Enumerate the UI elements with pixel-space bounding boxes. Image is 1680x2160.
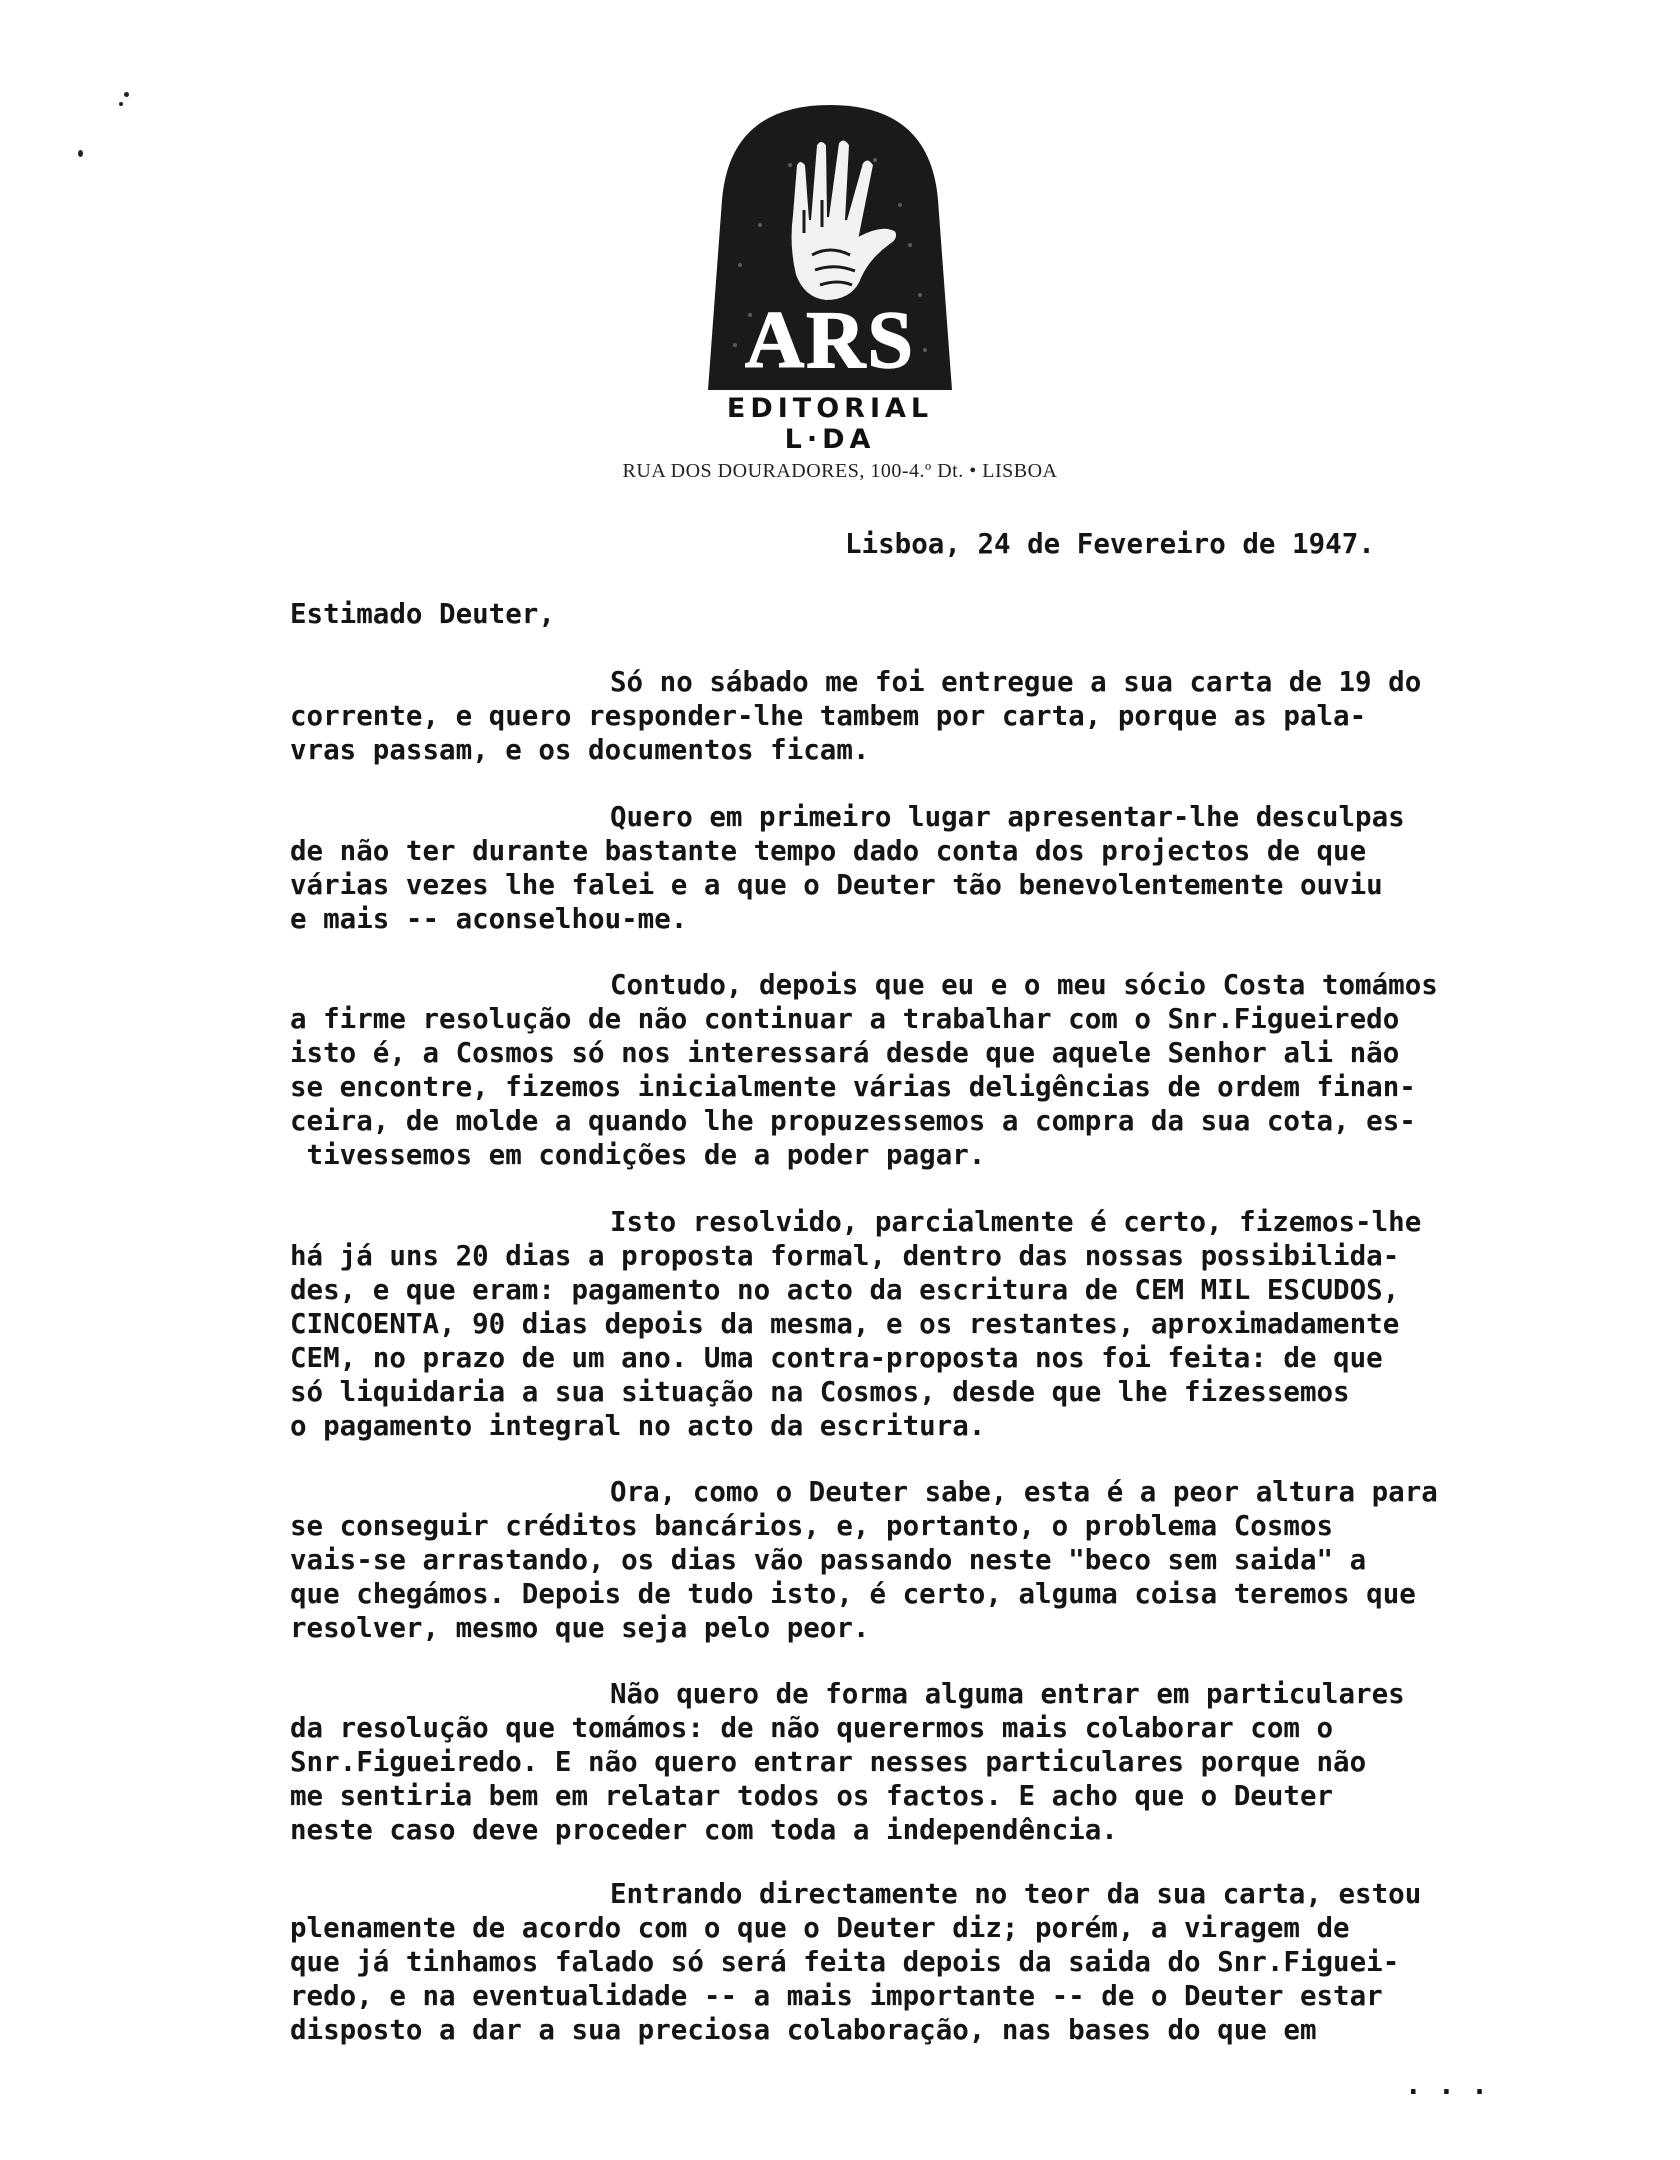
paragraph-6 xyxy=(290,1677,1660,1847)
paragraph-line: ceira, de molde a quando lhe propuzessemos a compra da sua cota, es- xyxy=(290,1105,1416,1137)
paragraph-line: de não ter durante bastante tempo dado conta dos projectos de que xyxy=(290,835,1367,867)
paragraph-3 xyxy=(290,968,1660,1172)
paragraph-line: há já uns 20 dias a proposta formal, dentro das nossas possibilida- xyxy=(290,1240,1400,1272)
paragraph-line: que já tinhamos falado só será feita depois da saida do Snr.Figuei- xyxy=(290,1946,1400,1978)
continuation-marker: . . . xyxy=(1405,2069,1488,2101)
paragraph-line: CEM, no prazo de um ano. Uma contra-proposta nos foi feita: de que xyxy=(290,1342,1383,1374)
logo-subtitle: EDITORIAL L·DA xyxy=(726,393,934,455)
paragraph-line: redo, e na eventualidade -- a mais importante -- de o Deuter estar xyxy=(290,1980,1383,2012)
paragraph-line: se encontre, fizemos inicialmente várias deligências de ordem finan- xyxy=(290,1071,1416,1103)
paragraph-line: corrente, e quero responder-lhe tambem por carta, porque as pala- xyxy=(290,700,1367,732)
paragraph-line: plenamente de acordo com o que o Deuter diz; porém, a viragem de xyxy=(290,1912,1350,1944)
ink-speck xyxy=(124,92,129,97)
paragraph-line: Não quero de forma alguma entrar em particulares xyxy=(610,1678,1405,1710)
paragraph-line: tivessemos em condições de a poder pagar. xyxy=(290,1139,986,1171)
paragraph-line: disposto a dar a sua preciosa colaboração, nas bases do que em xyxy=(290,2014,1317,2046)
paragraph-line: Quero em primeiro lugar apresentar-lhe desculpas xyxy=(610,801,1405,833)
paragraph-line: Ora, como o Deuter sabe, esta é a peor altura para xyxy=(610,1476,1438,1508)
paragraph-5 xyxy=(290,1475,1660,1645)
ink-speck xyxy=(78,150,83,157)
paragraph-line: vais-se arrastando, os dias vão passando neste "beco sem saida" a xyxy=(290,1544,1367,1576)
paragraph-line: des, e que eram: pagamento no acto da escritura de CEM MIL ESCUDOS, xyxy=(290,1274,1400,1306)
paragraph-line: a firme resolução de não continuar a trabalhar com o Snr.Figueiredo xyxy=(290,1003,1400,1035)
letterhead-address: RUA DOS DOURADORES, 100-4.º Dt. • LISBOA xyxy=(622,460,1058,482)
logo-lettering: ARS xyxy=(744,294,916,385)
paragraph-line: se conseguir créditos bancários, e, portanto, o problema Cosmos xyxy=(290,1510,1334,1542)
paragraph-line: só liquidaria a sua situação na Cosmos, desde que lhe fizessemos xyxy=(290,1376,1350,1408)
hand-emblem-icon xyxy=(700,105,960,390)
paragraph-line: resolver, mesmo que seja pelo peor. xyxy=(290,1612,870,1644)
paragraph-line: Entrando directamente no teor da sua carta, estou xyxy=(610,1878,1422,1910)
paragraph-line: que chegámos. Depois de tudo isto, é certo, alguma coisa teremos que xyxy=(290,1578,1416,1610)
paragraph-line: vras passam, e os documentos ficam. xyxy=(290,734,870,766)
paragraph-line: Só no sábado me foi entregue a sua carta de 19 do xyxy=(610,666,1422,698)
paragraph-line: Contudo, depois que eu e o meu sócio Costa tomámos xyxy=(610,969,1438,1001)
letter-salutation: Estimado Deuter, xyxy=(290,598,555,630)
paragraph-4 xyxy=(290,1205,1660,1443)
paragraph-line: Isto resolvido, parcialmente é certo, fizemos-lhe xyxy=(610,1206,1422,1238)
paragraph-line: Snr.Figueiredo. E não quero entrar nesses particulares porque não xyxy=(290,1746,1367,1778)
paragraph-2 xyxy=(290,800,1660,936)
paragraph-line: da resolução que tomámos: de não querermos mais colaborar com o xyxy=(290,1712,1334,1744)
paragraph-line: e mais -- aconselhou-me. xyxy=(290,903,688,935)
paragraph-line: me sentiria bem em relatar todos os factos. E acho que o Deuter xyxy=(290,1780,1334,1812)
paragraph-1 xyxy=(290,665,1660,767)
letter-date: Lisboa, 24 de Fevereiro de 1947. xyxy=(845,528,1375,560)
paragraph-line: neste caso deve proceder com toda a independência. xyxy=(290,1814,1118,1846)
paragraph-line: várias vezes lhe falei e a que o Deuter tão benevolentemente ouviu xyxy=(290,869,1383,901)
ink-speck xyxy=(119,102,123,106)
ars-logo xyxy=(700,105,960,455)
paragraph-7 xyxy=(290,1877,1660,2047)
paragraph-line: CINCOENTA, 90 dias depois da mesma, e os restantes, aproximadamente xyxy=(290,1308,1400,1340)
paragraph-line: o pagamento integral no acto da escritura. xyxy=(290,1410,986,1442)
paragraph-line: isto é, a Cosmos só nos interessará desde que aquele Senhor ali não xyxy=(290,1037,1400,1069)
